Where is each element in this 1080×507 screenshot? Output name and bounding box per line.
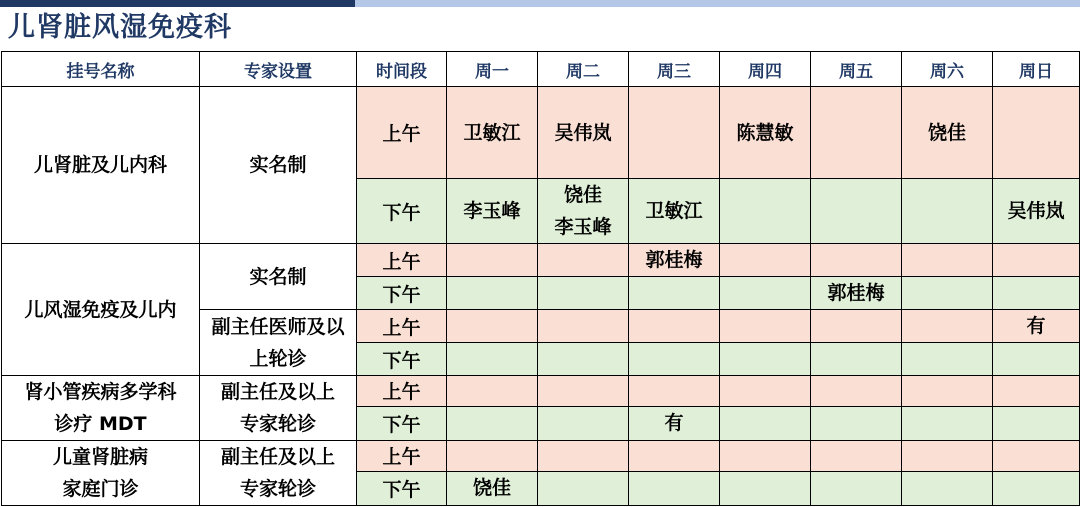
schedule-cell <box>629 310 720 343</box>
schedule-cell: 卫敏江 <box>447 87 538 179</box>
schedule-cell <box>538 310 629 343</box>
schedule-cell <box>720 277 811 310</box>
schedule-cell <box>902 310 993 343</box>
expert-setup-cell <box>200 310 357 376</box>
table-row <box>2 244 1080 277</box>
schedule-cell <box>993 343 1080 376</box>
schedule-cell <box>538 244 629 277</box>
schedule-cell <box>538 179 629 244</box>
schedule-cell <box>993 406 1080 440</box>
header-cell: 周二 <box>538 52 629 87</box>
schedule-cell <box>993 244 1080 277</box>
schedule-cell <box>902 244 993 277</box>
schedule-cell: 有 <box>629 406 720 440</box>
expert-setup-cell <box>200 376 357 441</box>
schedule-cell: 饶佳 <box>447 471 538 505</box>
time-period-cell: 上午 <box>357 376 447 407</box>
schedule-cell <box>902 376 993 407</box>
schedule-cell <box>720 310 811 343</box>
schedule-table <box>1 51 1080 506</box>
schedule-cell <box>811 376 902 407</box>
schedule-cell <box>720 244 811 277</box>
registration-name-cell <box>2 376 200 441</box>
schedule-cell <box>629 441 720 472</box>
schedule-body <box>2 87 1080 506</box>
schedule-cell <box>811 406 902 440</box>
schedule-cell <box>538 376 629 407</box>
time-period-cell: 上午 <box>357 244 447 277</box>
time-period-cell: 下午 <box>357 406 447 440</box>
schedule-cell <box>902 471 993 505</box>
schedule-cell <box>811 244 902 277</box>
time-period-cell: 下午 <box>357 343 447 376</box>
schedule-cell <box>811 343 902 376</box>
time-period-cell: 下午 <box>357 471 447 505</box>
schedule-cell <box>538 277 629 310</box>
header-cell: 时间段 <box>357 52 447 87</box>
doctor-name: 饶佳 <box>563 184 602 206</box>
schedule-cell <box>993 376 1080 407</box>
expert-setup-cell <box>200 244 357 310</box>
schedule-cell <box>902 343 993 376</box>
registration-name-line: 家庭门诊 <box>62 478 139 500</box>
table-row <box>2 441 1080 472</box>
schedule-cell <box>538 471 629 505</box>
schedule-cell <box>811 179 902 244</box>
header-cell: 周五 <box>811 52 902 87</box>
schedule-cell <box>902 179 993 244</box>
schedule-cell <box>447 406 538 440</box>
header-cell: 专家设置 <box>200 52 357 87</box>
registration-name-line: 儿肾脏及儿内科 <box>33 154 167 176</box>
registration-name-cell <box>2 87 200 244</box>
schedule-cell <box>447 343 538 376</box>
schedule-cell <box>538 343 629 376</box>
header-cell: 挂号名称 <box>2 52 200 87</box>
schedule-cell: 有 <box>993 310 1080 343</box>
expert-setup-line: 副主任医师及以 <box>211 315 345 338</box>
header-cell: 周六 <box>902 52 993 87</box>
header-cell: 周四 <box>720 52 811 87</box>
schedule-cell <box>720 179 811 244</box>
expert-setup-cell <box>200 87 357 244</box>
time-period-cell: 上午 <box>357 87 447 179</box>
header-cell: 周一 <box>447 52 538 87</box>
schedule-cell <box>902 277 993 310</box>
expert-setup-line: 副主任及以上 <box>220 446 335 468</box>
schedule-cell: 陈慧敏 <box>720 87 811 179</box>
doctor-name: 李玉峰 <box>554 216 612 238</box>
top-accent-bar-light <box>355 0 1080 7</box>
expert-setup-line: 专家轮诊 <box>239 413 316 435</box>
registration-name-line: 儿风湿免疫及儿内 <box>24 298 177 321</box>
schedule-cell <box>811 441 902 472</box>
schedule-cell: 吴伟岚 <box>538 87 629 179</box>
schedule-cell <box>538 441 629 472</box>
schedule-cell <box>447 441 538 472</box>
schedule-cell <box>811 310 902 343</box>
header-cell: 周日 <box>993 52 1080 87</box>
schedule-cell <box>629 87 720 179</box>
expert-setup-cell <box>200 441 357 506</box>
schedule-cell <box>720 406 811 440</box>
schedule-cell <box>720 343 811 376</box>
schedule-cell <box>811 87 902 179</box>
schedule-cell <box>720 441 811 472</box>
expert-setup-line: 上轮诊 <box>249 347 307 370</box>
expert-setup-line: 专家轮诊 <box>239 478 316 500</box>
page-title: 儿肾脏风湿免疫科 <box>8 12 232 43</box>
schedule-cell <box>629 343 720 376</box>
top-accent-bar-dark <box>0 0 355 7</box>
registration-name-line: 儿童肾脏病 <box>52 446 148 468</box>
schedule-cell <box>993 87 1080 179</box>
schedule-cell <box>902 441 993 472</box>
expert-setup-line: 实名制 <box>249 154 307 176</box>
schedule-cell: 卫敏江 <box>629 179 720 244</box>
schedule-cell <box>720 471 811 505</box>
schedule-cell: 郭桂梅 <box>811 277 902 310</box>
schedule-cell <box>902 406 993 440</box>
schedule-cell: 吴伟岚 <box>993 179 1080 244</box>
expert-setup-line: 实名制 <box>249 265 307 288</box>
time-period-cell: 上午 <box>357 310 447 343</box>
table-row <box>2 87 1080 179</box>
time-period-cell: 下午 <box>357 277 447 310</box>
schedule-cell <box>447 277 538 310</box>
expert-setup-line: 副主任及以上 <box>220 381 335 403</box>
schedule-cell <box>720 376 811 407</box>
schedule-cell <box>447 244 538 277</box>
schedule-cell: 李玉峰 <box>447 179 538 244</box>
header-row <box>2 52 1080 87</box>
schedule-cell <box>629 471 720 505</box>
table-row <box>2 376 1080 407</box>
schedule-cell <box>811 471 902 505</box>
schedule-cell: 郭桂梅 <box>629 244 720 277</box>
schedule-cell <box>993 277 1080 310</box>
registration-name-cell <box>2 244 200 376</box>
schedule-cell <box>629 376 720 407</box>
schedule-cell <box>447 376 538 407</box>
schedule-cell <box>538 406 629 440</box>
registration-name-line: 诊疗 MDT <box>54 413 147 435</box>
registration-name-line: 肾小管疾病多学科 <box>24 381 177 403</box>
schedule-cell: 饶佳 <box>902 87 993 179</box>
schedule-cell <box>629 277 720 310</box>
schedule-cell <box>447 310 538 343</box>
header-cell: 周三 <box>629 52 720 87</box>
time-period-cell: 上午 <box>357 441 447 472</box>
schedule-cell <box>993 471 1080 505</box>
schedule-cell <box>993 441 1080 472</box>
registration-name-cell <box>2 441 200 506</box>
time-period-cell: 下午 <box>357 179 447 244</box>
